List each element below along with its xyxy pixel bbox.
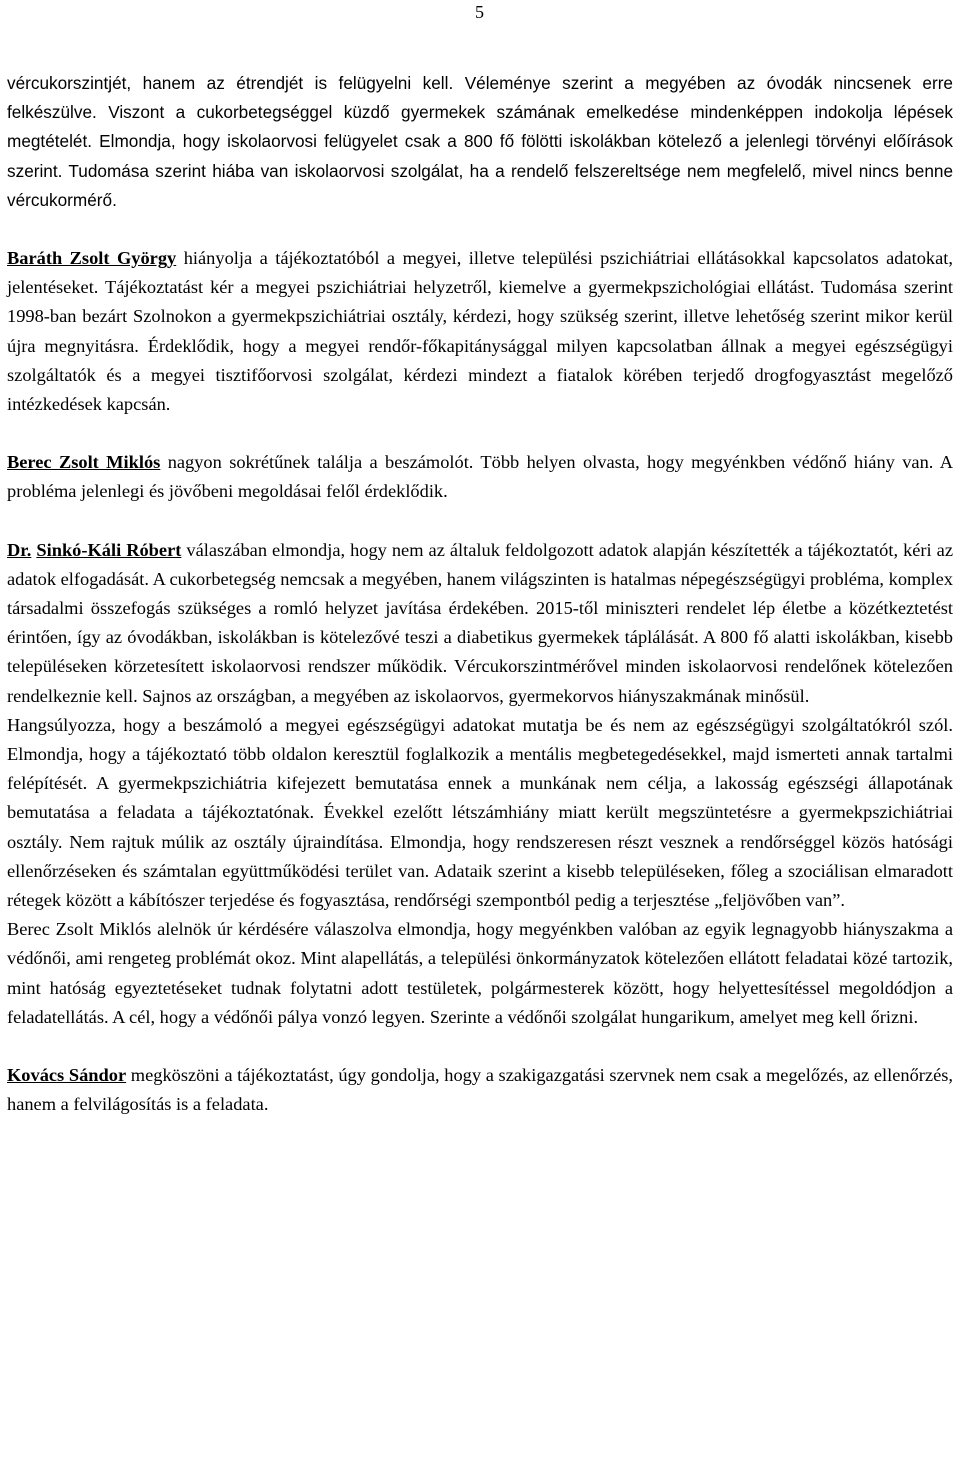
paragraph-7 — [7, 1061, 953, 1119]
speaker-name: Berec Zsolt Miklós — [7, 452, 161, 473]
paragraph-text: nagyon sokrétűnek találja a beszámolót. Több helyen olvasta, hogy megyénkben védőnő hiány van. A probléma jelenlegi és jövőbeni megoldásai felől érdeklődik. — [7, 452, 954, 502]
paragraph-3 — [7, 448, 953, 506]
speaker-name: Kovács Sándor — [7, 1065, 127, 1086]
document-body — [7, 69, 953, 1120]
speaker-name: Baráth Zsolt György — [7, 248, 177, 269]
paragraph-text: válaszában elmondja, hogy nem az általuk feldolgozott adatok alapján készítették a tájékoztatót, kéri az adatok elfogadását. A cukorbetegség nemcsak a megyében, hanem világszinten is hatalmas népegészségügyi probléma, komplex társadalmi összefogás szükséges a romló helyzet javítása érdekében. 2015-től miniszteri rendelet lép életbe a közétkeztetést érintően, így az óvodákban, iskolákban is kötelezővé teszi a diabetikus gyermekek táplálását. A 800 fő alatti iskolákban, kisebb településeken körzetesített iskolaorvosi rendszer működik. Vércukorszintmérővel minden iskolaorvosi rendelőnek kötelezően rendelkeznie kell. Sajnos az országban, a megyében az iskolaorvos, gyermekorvos hiányszakmának minősül. — [7, 539, 953, 706]
speaker-title: Dr. — [7, 539, 32, 560]
paragraph-4 — [7, 536, 953, 711]
paragraph-6: Berec Zsolt Miklós alelnök úr kérdésére válaszolva elmondja, hogy megyénkben valóban az egyik legnagyobb hiányszakma a védőnői, ami rengeteg problémát okoz. Mint alapellátás, a települési önkormányzatok kötelezően ellátott feladatai közé tartozik, mint hatóság egyeztetéseket tudnak folytatni adott testületek, polgármesterek között, hogy helyettesítéssel megoldódjon a feladatellátás. A cél, hogy a védőnői pálya vonzó legyen. Szerinte a védőnői szolgálat hungarikum, amelyet meg kell őrizni. — [7, 919, 953, 1027]
paragraph-5: Hangsúlyozza, hogy a beszámoló a megyei egészségügyi adatokat mutatja be és nem az egészségügyi szolgáltatókról szól. Elmondja, hogy a tájékoztató több oldalon keresztül foglalkozik a mentális megbetegedésekkel, majd ismerteti annak tartalmi felépítését. A gyermekpszichiátria kifejezett bemutatása ennek a munkának nem célja, a lakosság egészségi állapotának bemutatása a feladata a tájékoztatónak. Évekkel ezelőtt létszámhiány miatt került megszüntetésre a gyermekpszichiátriai osztály. Nem rajtuk múlik az osztály újraindítása. Elmondja, hogy rendszeresen részt vesznek a rendőrséggel közös hatósági ellenőrzéseken és számtalan együttműködési terület van. Adataik szerint a kisebb településeken, főleg a szociálisan elmaradott rétegek között a kábítószer terjedése és fogyasztása, rendőrségi szempontból pedig a terjesztése „feljövőben van”. — [7, 714, 953, 911]
paragraph-2 — [7, 244, 953, 419]
paragraph-text: hiányolja a tájékoztatóból a megyei, illetve települési pszichiátriai ellátásokkal kapcsolatos adatokat, jelentéseket. Tájékoztatást kér a megyei pszichiátriai helyzetről, kiemelve a gyermekpszichológiai ellátást. Tudomása szerint 1998-ban bezárt Szolnokon a gyermekpszichiátriai osztály, kérdezi, hogy szükség szerint, illetve lehetőség szerint mikor kerül újra megnyitásra. Érdeklődik, hogy a megyei rendőr-főkapitánysággal milyen kapcsolatban állnak a megyei egészségügyi szolgáltatók és a megyei tisztifőorvosi szolgálat, kérdezi mindezt a fiatalok körében terjedő drogfogyasztást megelőző intézkedések kapcsán. — [7, 248, 953, 415]
speaker-name: Sinkó-Káli Róbert — [36, 539, 182, 560]
paragraph-text: megköszöni a tájékoztatást, úgy gondolja, hogy a szakigazgatási szervnek nem csak a megelőzés, az ellenőrzés, hanem a felvilágosítás is a feladata. — [7, 1065, 953, 1115]
page-number: 5 — [475, 2, 484, 22]
paragraph-1: vércukorszintjét, hanem az étrendjét is felügyelni kell. Véleménye szerint a megyében az óvodák nincsenek erre felkészülve. Viszont a cukorbetegséggel küzdő gyermekek számának emelkedése mindenképpen indokolja lépések megtételét. Elmondja, hogy iskolaorvosi felügyelet csak a 800 fő fölötti iskolákban kötelező a jelenlegi törvényi előírások szerint. Tudomása szerint hiába van iskolaorvosi szolgálat, ha a rendelő felszereltsége nem megfelelő, mivel nincs benne vércukormérő. — [7, 73, 953, 210]
